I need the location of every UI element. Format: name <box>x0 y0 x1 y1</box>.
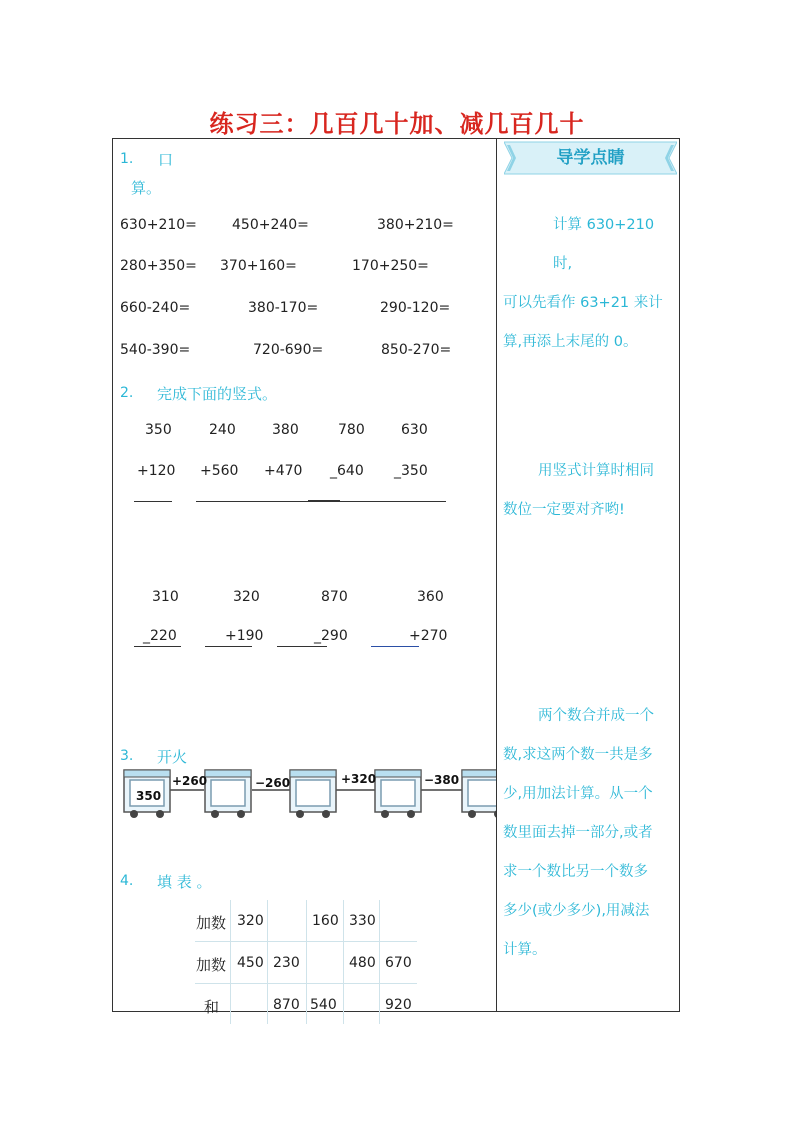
table-row-label: 和 <box>204 998 220 1016</box>
table-rule <box>267 900 268 1024</box>
page-title: 练习三：几百几十加、减几百几十 <box>209 110 585 138</box>
q2-label: 完成下面的竖式。 <box>157 385 278 403</box>
q1-item: 630+210= <box>120 217 197 233</box>
vertical-bottom: +270 <box>409 628 448 644</box>
q1-item: 850-270= <box>381 342 452 358</box>
vertical-top: 870 <box>321 589 348 605</box>
table-cell: 320 <box>237 913 264 929</box>
table-cell: 330 <box>349 913 376 929</box>
table-rule <box>306 900 307 1024</box>
q1-label-b: 算。 <box>131 179 162 197</box>
table-cell: 450 <box>237 955 264 971</box>
vertical-top: 350 <box>145 422 172 438</box>
train-op: +260 <box>172 774 208 788</box>
vertical-top: 310 <box>152 589 179 605</box>
table-cell: 920 <box>385 997 412 1013</box>
table-rule <box>343 900 344 1024</box>
q1-item: 370+160= <box>220 258 297 274</box>
vertical-bottom: +560 <box>200 463 239 479</box>
vertical-top: 380 <box>272 422 299 438</box>
table-cell: 670 <box>385 955 412 971</box>
vertical-bottom: +120 <box>137 463 176 479</box>
train-op: −380 <box>424 773 460 787</box>
q1-item: 660-240= <box>120 300 191 316</box>
q1-item: 540-390= <box>120 342 191 358</box>
vertical-bottom: _350 <box>394 463 428 479</box>
train-start-value: 350 <box>136 789 162 803</box>
q1-number: 1. <box>120 151 134 167</box>
vertical-top: 780 <box>338 422 365 438</box>
tip-oral-calc: 计算 630+210 时, 可以先看作 63+21 来计 算,再添上末尾的 0。 <box>503 217 663 350</box>
guide-header: 导学点睛 <box>556 148 625 168</box>
table-cell: 480 <box>349 955 376 971</box>
train-op: −260 <box>255 776 291 790</box>
vertical-bottom: _290 <box>314 628 348 644</box>
answer-line <box>205 646 252 647</box>
answer-line <box>134 501 172 502</box>
q4-label: 填 表 。 <box>157 873 212 891</box>
table-row-label: 加数 <box>196 914 227 932</box>
vertical-top: 320 <box>233 589 260 605</box>
q1-item: 380-170= <box>248 300 319 316</box>
table-cell: 160 <box>312 913 339 929</box>
q1-item: 290-120= <box>380 300 451 316</box>
vertical-bottom: +190 <box>225 628 264 644</box>
tip-vertical: 用竖式计算时相同 数位一定要对齐哟! <box>503 463 654 518</box>
vertical-top: 360 <box>417 589 444 605</box>
table-cell: 870 <box>273 997 300 1013</box>
q1-label-a: 口 <box>158 151 174 169</box>
answer-line <box>134 646 181 647</box>
column-divider <box>496 138 497 1012</box>
q2-number: 2. <box>120 385 134 401</box>
train-op: +320 <box>341 772 377 786</box>
q1-item: 720-690= <box>253 342 324 358</box>
answer-line <box>277 646 327 647</box>
vertical-top: 240 <box>209 422 236 438</box>
q1-item: 450+240= <box>232 217 309 233</box>
q1-item: 380+210= <box>377 217 454 233</box>
answer-line <box>308 500 340 502</box>
table-rule <box>230 900 231 1024</box>
q3-label-a: 开火 <box>157 748 188 766</box>
vertical-bottom: _220 <box>143 628 177 644</box>
table-cell: 230 <box>273 955 300 971</box>
vertical-bottom: +470 <box>264 463 303 479</box>
tip-add-sub: 两个数合并成一个 数,求这两个数一共是多 少,用加法计算。从一个 数里面去掉一部分,或者 求一个数比另一个数多 多少(或少多少),用减法 计算。 <box>503 708 654 958</box>
table-rule <box>379 900 380 1024</box>
q1-item: 280+350= <box>120 258 197 274</box>
q3-number: 3. <box>120 748 134 764</box>
table-row-label: 加数 <box>196 956 227 974</box>
q4-number: 4. <box>120 873 134 889</box>
table-cell: 540 <box>310 997 337 1013</box>
answer-line <box>371 646 419 647</box>
q1-item: 170+250= <box>352 258 429 274</box>
vertical-bottom: _640 <box>330 463 364 479</box>
vertical-top: 630 <box>401 422 428 438</box>
